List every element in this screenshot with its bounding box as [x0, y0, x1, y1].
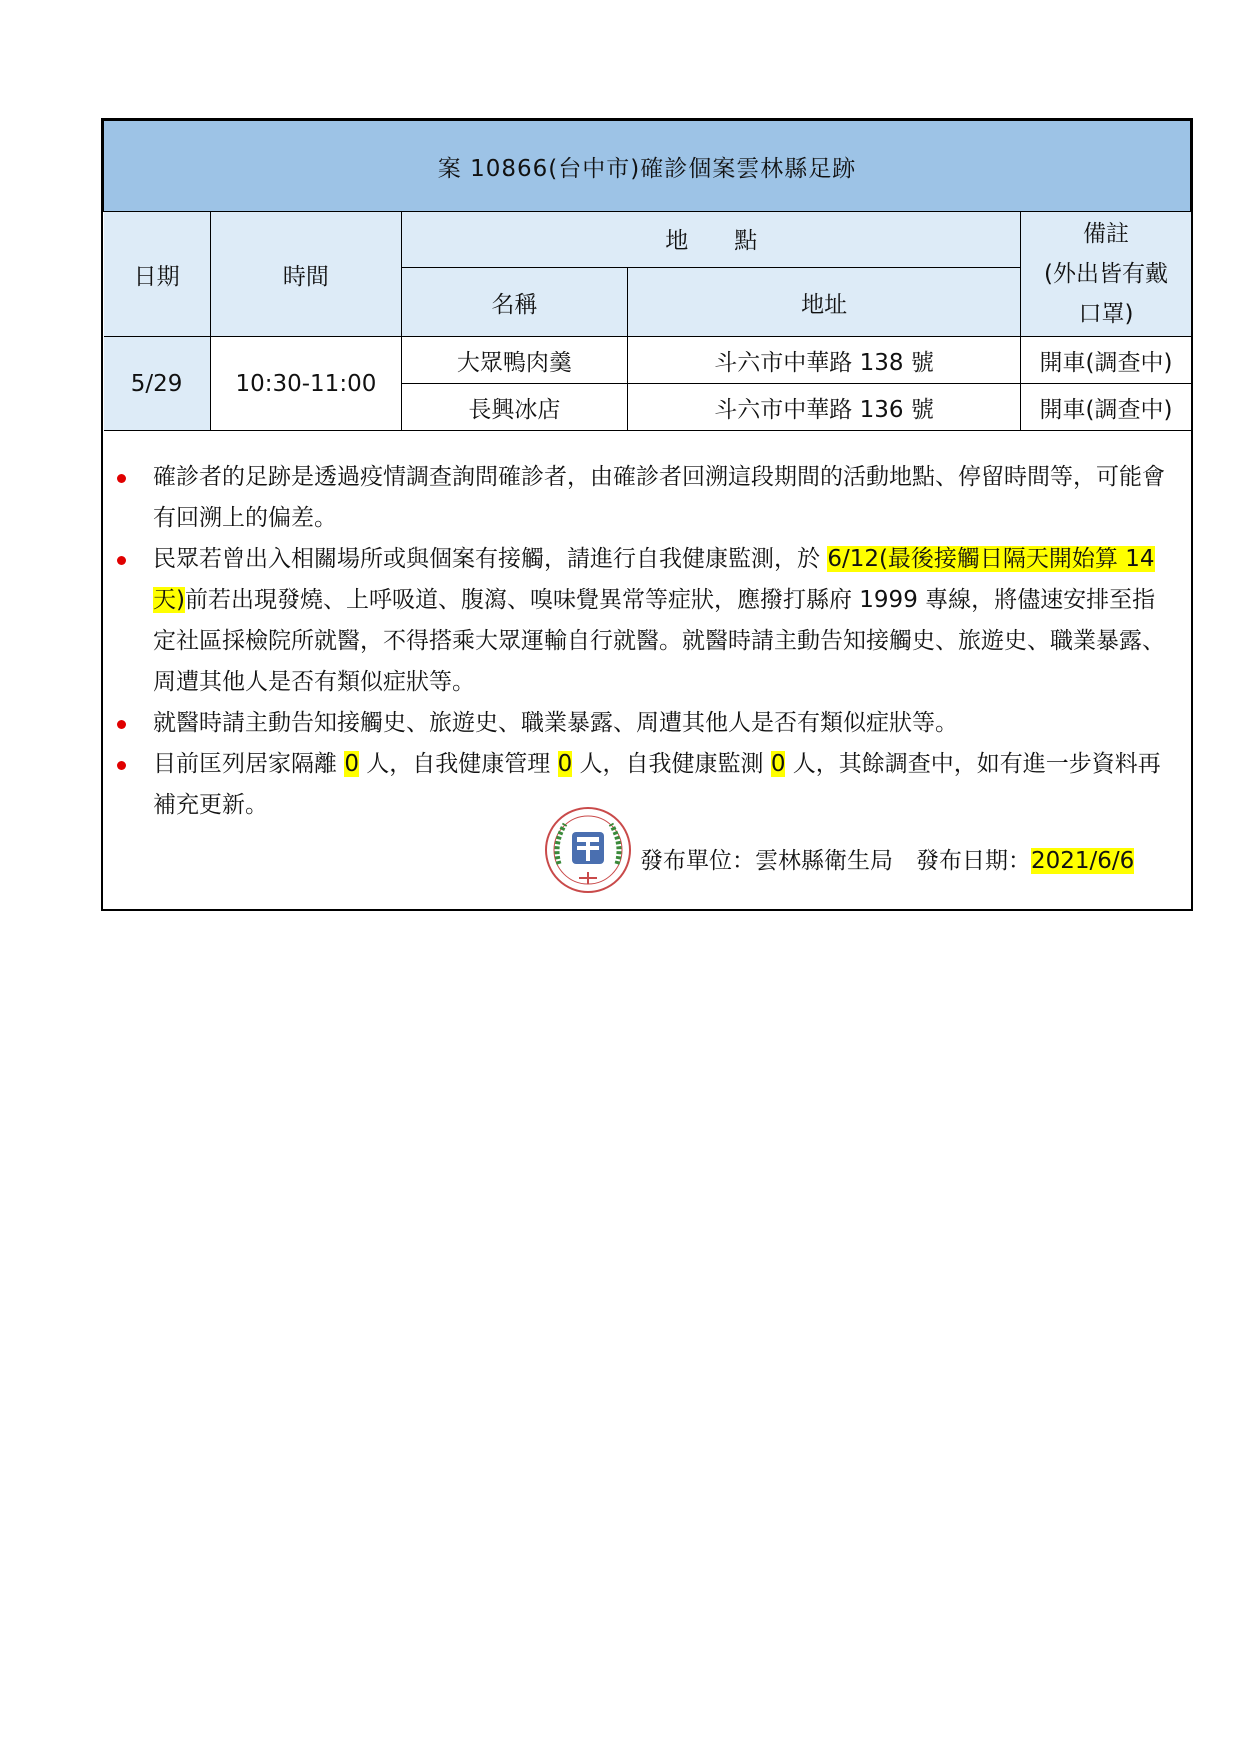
cell-address: 斗六市中華路 136 號 [627, 384, 1021, 431]
header-remark-line2: (外出皆有戴 [1044, 261, 1168, 287]
highlight-date: 6/12(最後接觸日隔天開始算 14 天) [153, 546, 1155, 613]
notes-list [103, 431, 1191, 826]
publisher-info [640, 842, 1134, 875]
cell-address: 斗六市中華路 138 號 [627, 337, 1021, 384]
page-title: 案 10866(台中市)確診個案雲林縣足跡 [104, 121, 1191, 212]
highlight-count: 0 [344, 751, 359, 777]
highlight-count: 0 [557, 751, 573, 777]
note-item: 就醫時請主動告知接觸史、旅遊史、職業暴露、周遭其他人是否有類似症狀等。 [103, 703, 1191, 744]
header-location: 地 點 [402, 212, 1021, 268]
cell-name: 長興冰店 [402, 384, 628, 431]
header-date: 日期 [104, 212, 211, 337]
cell-remark: 開車(調查中) [1021, 384, 1191, 431]
note-item: 目前匡列居家隔離 0 人，自我健康管理 0 人，自我健康監測 0 人，其餘調查中，如有進一步資料再補充更新。 [103, 744, 1191, 826]
header-remark-line1: 備註 [1082, 221, 1129, 247]
header-time: 時間 [210, 212, 401, 337]
bullet-dot-icon [117, 474, 126, 483]
header-remark [1021, 212, 1191, 337]
health-bureau-seal-icon [543, 804, 633, 896]
header-name: 名稱 [402, 268, 628, 337]
cell-time: 10:30-11:00 [210, 337, 401, 431]
cell-name: 大眾鴨肉羹 [402, 337, 628, 384]
note-item: 民眾若曾出入相關場所或與個案有接觸，請進行自我健康監測，於 6/12(最後接觸日隔天開始算 14 天)前若出現發燒、上呼吸道、腹瀉、嗅味覺異常等症狀，應撥打縣府 1999 專線，將儘速安排至指定社區採檢院所就醫，不得搭乘大眾運輸自行就醫。就醫時請主動告知接觸史、旅遊史、職業暴露、周遭其他人是否有類似症狀等。 [103, 539, 1191, 703]
publisher-label: 發布單位：雲林縣衛生局 發布日期： [640, 848, 1031, 874]
header-address: 地址 [627, 268, 1021, 337]
cell-remark: 開車(調查中) [1021, 337, 1191, 384]
bullet-dot-icon [117, 720, 126, 729]
note-item: 確診者的足跡是透過疫情調查詢問確診者，由確診者回溯這段期間的活動地點、停留時間等，可能會有回溯上的偏差。 [103, 457, 1191, 539]
cell-date: 5/29 [104, 337, 211, 431]
publish-date: 2021/6/6 [1031, 848, 1135, 874]
header-remark-line3: 口罩) [1078, 301, 1134, 327]
document-frame [101, 118, 1193, 911]
bullet-dot-icon [117, 761, 126, 770]
footer [543, 804, 1183, 896]
bullet-dot-icon [117, 556, 126, 565]
highlight-count: 0 [770, 751, 786, 777]
footprint-table [103, 120, 1191, 431]
table-row [104, 337, 1191, 384]
